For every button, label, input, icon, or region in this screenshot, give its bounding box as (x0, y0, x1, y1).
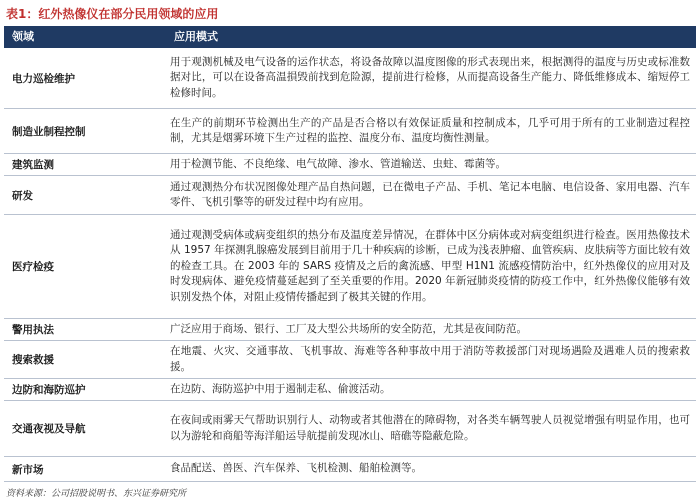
table-row (4, 176, 696, 215)
row-domain: 边防和海防巡护 (12, 384, 86, 396)
table-row (4, 401, 696, 457)
row-domain: 交通夜视及导航 (12, 423, 86, 435)
row-domain: 搜索救援 (12, 354, 54, 366)
table-row (4, 457, 696, 482)
table-row (4, 319, 696, 341)
header-domain: 领域 (12, 30, 34, 43)
table-row (4, 215, 696, 319)
row-mode: 广泛应用于商场、银行、工厂及大型公共场所的安全防范，尤其是夜间防范。 (170, 322, 527, 335)
row-domain: 警用执法 (12, 324, 54, 336)
row-mode: 在边防、海防巡护中用于遏制走私、偷渡活动。 (170, 382, 391, 395)
row-domain: 制造业制程控制 (12, 125, 86, 138)
table-row (4, 341, 696, 379)
row-mode: 用于观测机械及电气设备的运作状态，将设备故障以温度图像的形式表现出来，根据测得的温度与历史或标准数据对比，可以在设备高温損毁前找到危险源，提前进行检修，从而提高设备生产能力、降低维修成本、缩短停工检修时间。 (170, 55, 690, 99)
row-mode: 在地震、火灾、交通事故、飞机事故、海难等各种事故中用于消防等救援部门对现场遇险及遇难人员的搜索救援。 (170, 345, 690, 373)
source-note: 资料来源：公司招股说明书、东兴证券研究所 (6, 489, 187, 499)
table-row (4, 48, 696, 109)
row-domain: 电力巡检维护 (12, 72, 75, 85)
row-domain: 研发 (12, 189, 33, 202)
row-mode: 在生产的前期环节检测出生产的产品是否合格以有效保证质量和控制成本，几乎可用于所有的工业制造过程控制，尤其是烟雾环境下生产过程的监控、温度分布、温度均衡性测量。 (170, 116, 690, 144)
row-mode: 用于检测节能、不良绝缘、电气故障、渗水、管道输送、虫蛀、霉菌等。 (170, 157, 506, 170)
row-domain: 医疗检疫 (12, 261, 54, 273)
table-row (4, 154, 696, 176)
row-domain: 建筑监测 (12, 159, 54, 171)
row-mode: 通过观测受病体或病变组织的热分布及温度差异情况，在群体中区分病体或对病变组织进行检查。医用热像技术从 1957 年探测乳腺癌发展到目前用于几十种疾病的诊断，已成为浅表肿瘤、血管疾病、皮肤病等方面比较有效的检查工具。在 2003 年的 SARS 疫情及之后的禽流感、甲型 H1N1 流感疫情防治中，红外热像仪的应用对及时发现病体、避免疫情蔓延起到了至关重要的作用。2020 年新冠肺炎疫情的防疫工作中，红外热像仪能够有效识别发热个体，对阻止疫情传播起到了极其关键的作用。 (170, 228, 690, 303)
table-row (4, 379, 696, 401)
row-mode: 在夜间或雨雾天气帮助识别行人、动物或者其他潜在的障碍物，对各类车辆驾驶人员视觉增强有明显作用，也可以为游轮和商船等海洋船运导航提前发现冰山、暗礁等隐蔽危险。 (170, 414, 690, 442)
row-mode: 通过观测热分布状况图像处理产品自热问题，已在微电子产品、手机、笔记本电脑、电信设备、家用电器、汽车零件、飞机引擎等的研发过程中均有应用。 (170, 180, 690, 208)
row-mode: 食品配送、兽医、汽车保养、飞机检测、船舶检测等。 (170, 462, 422, 475)
table-title: 表1：红外热像仪在部分民用领域的应用 (6, 7, 219, 21)
row-domain: 新市场 (12, 463, 44, 476)
table-header (4, 26, 696, 48)
header-mode: 应用模式 (174, 30, 218, 43)
table-row (4, 109, 696, 154)
